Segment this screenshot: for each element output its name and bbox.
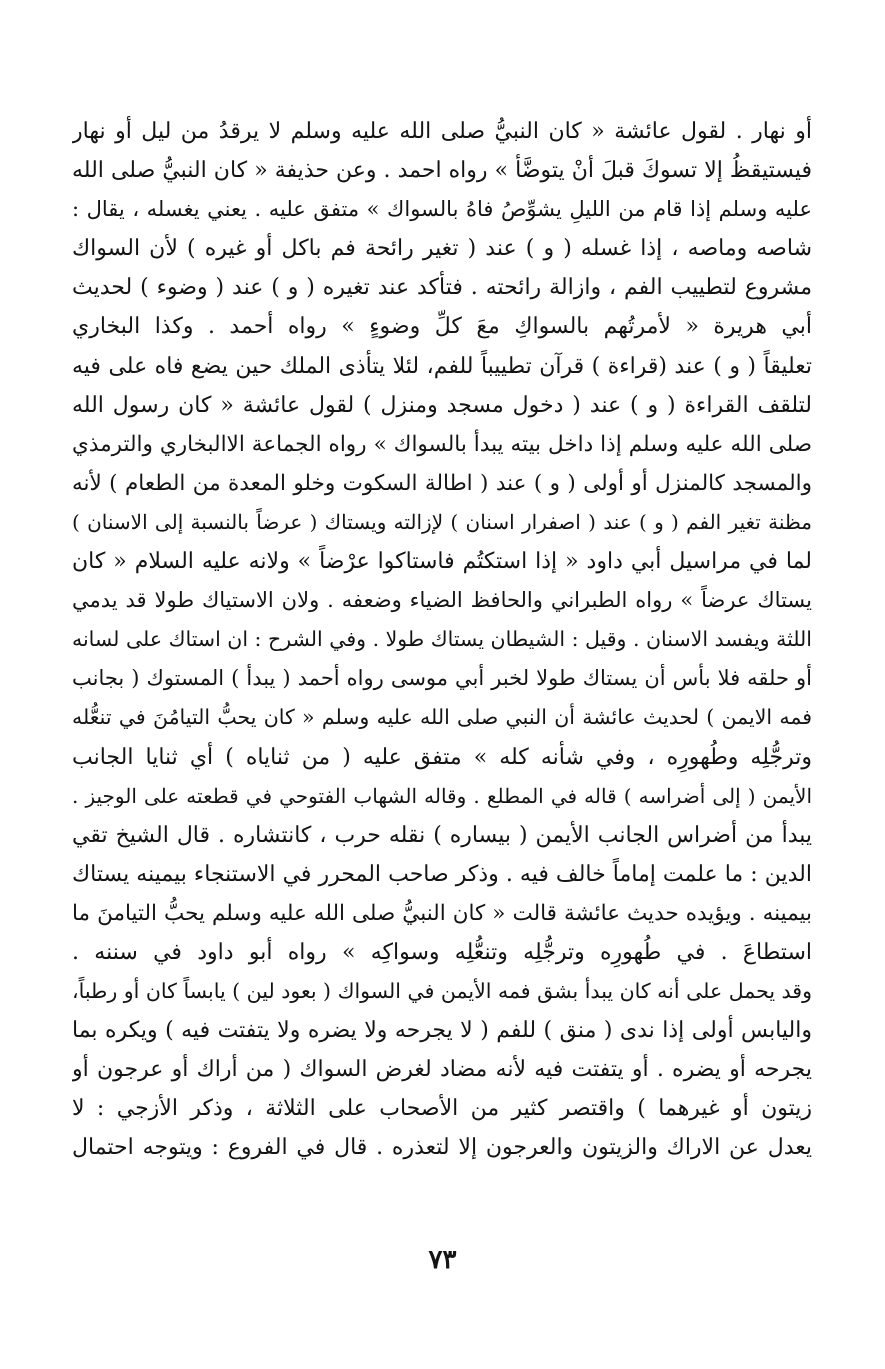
text-line: بيمينه . ويؤيده حديث عائشة قالت « كان النبيُّ صلى الله عليه وسلم يحبُّ التيامنَ ما (72, 900, 812, 926)
text-line: يجرحه أو يضره . أو يتفتت فيه لأنه مضاد لغرض السواك ( من أراك أو عرجون أو (72, 1057, 812, 1083)
text-line: تعليقاً ( و ) عند (قراءة ) قرآن تطييباً للفم، لئلا يتأذى الملك حين يضع فاه على فيه (72, 353, 812, 379)
text-line: أو حلقه فلا بأس أن يستاك طولا لخبر أبي موسى رواه أحمد ( يبدأ ) المستوك ( بجانب (72, 666, 812, 691)
text-line: لتلقف القراءة ( و ) عند ( دخول مسجد ومنزل ) لقول عائشة « كان رسول الله (72, 392, 812, 418)
text-line: وقد يحمل على أنه كان يبدأ بشق فمه الأيمن في السواك ( بعود لين ) يابساً كان أو رطباً، (72, 979, 812, 1004)
text-line: زيتون أو غيرهما ) واقتصر كثير من الأصحاب على الثلاثة ، وذكر الأزجي : لا (72, 1096, 812, 1122)
text-line: مظنة تغير الفم ( و ) عند ( اصفرار اسنان ) لإزالته ويستاك ( عرضاً بالنسبة إلى الاسنان ) (72, 509, 812, 534)
text-line: استطاعَ . في طُهورِه وترجُّلِه وتنعُّلِه وسواكِه » رواه أبو داود في سننه . (72, 939, 812, 965)
text-line: يستاك عرضاً » رواه الطبراني والحافظ الضياء وضعفه . ولان الاستياك طولا قد يدمي (72, 588, 812, 613)
text-line: شاصه وماصه ، إذا غسله ( و ) عند ( تغير رائحة فم باكل أو غيره ) لأن السواك (72, 236, 812, 262)
text-line: وترجُّلِه وطُهورِه ، وفي شأنه كله » متفق عليه ( من ثناياه ) أي ثنايا الجانب (72, 744, 812, 770)
text-line: والمسجد كالمنزل أو أولى ( و ) عند ( اطالة السكوت وخلو المعدة من الطعام ) لأنه (72, 470, 812, 496)
text-line: عليه وسلم إذا قام من الليلِ يشوِّصُ فاهُ بالسواك » متفق عليه . يعني يغسله ، يقال : (72, 197, 812, 222)
text-line: أو نهار . لقول عائشة « كان النبيُّ صلى الله عليه وسلم لا يرقدُ من ليل أو نهار (72, 119, 812, 144)
text-line: واليابس أولى إذا ندى ( منق ) للفم ( لا يجرحه ولا يضره ولا يتفتت فيه ) ويكره بما (72, 1018, 812, 1044)
text-line: الأيمن ( إلى أضراسه ) قاله في المطلع . وقاله الشهاب الفتوحي في قطعته على الوجيز . (72, 783, 812, 808)
text-line: فمه الايمن ) لحديث عائشة أن النبي صلى الله عليه وسلم « كان يحبُّ التيامُنَ في تنعُّله (72, 705, 812, 730)
text-line: صلى الله عليه وسلم إذا داخل بيته يبدأ بالسواك » رواه الجماعة الاالبخاري والترمذي (72, 431, 812, 457)
text-line: مشروع لتطييب الفم ، وازالة رائحته . فتأكد عند تغيره ( و ) عند ( وضوء ) لحديث (72, 275, 812, 301)
page-number: ٧٣ (428, 1245, 457, 1275)
text-line: يعدل عن الاراك والزيتون والعرجون إلا لتعذره . قال في الفروع : ويتوجه احتمال (72, 1135, 812, 1161)
text-line: لما في مراسيل أبي داود « إذا استكتُم فاستاكوا عرْضاً » ولانه عليه السلام « كان (72, 549, 812, 575)
text-line: أبي هريرة « لأمرتُهم بالسواكِ معَ كلِّ وضوءٍ » رواه أحمد . وكذا البخاري (72, 314, 812, 340)
body-text (72, 112, 812, 1168)
text-line: الدين : ما علمت إماماً خالف فيه . وذكر صاحب المحرر في الاستنجاء بيمينه يستاك (72, 861, 812, 887)
text-line: يبدأ من أضراس الجانب الأيمن ( بيساره ) نقله حرب ، كانتشاره . قال الشيخ تقي (72, 822, 812, 848)
text-line: فيستيقظُ إلا تسوكَ قبلَ أنْ يتوضَّأ » رواه احمد . وعن حذيفة « كان النبيُّ صلى الله (72, 158, 812, 184)
text-line: اللثة ويفسد الاسنان . وقيل : الشيطان يستاك طولا . وفي الشرح : ان استاك على لسانه (72, 627, 812, 652)
